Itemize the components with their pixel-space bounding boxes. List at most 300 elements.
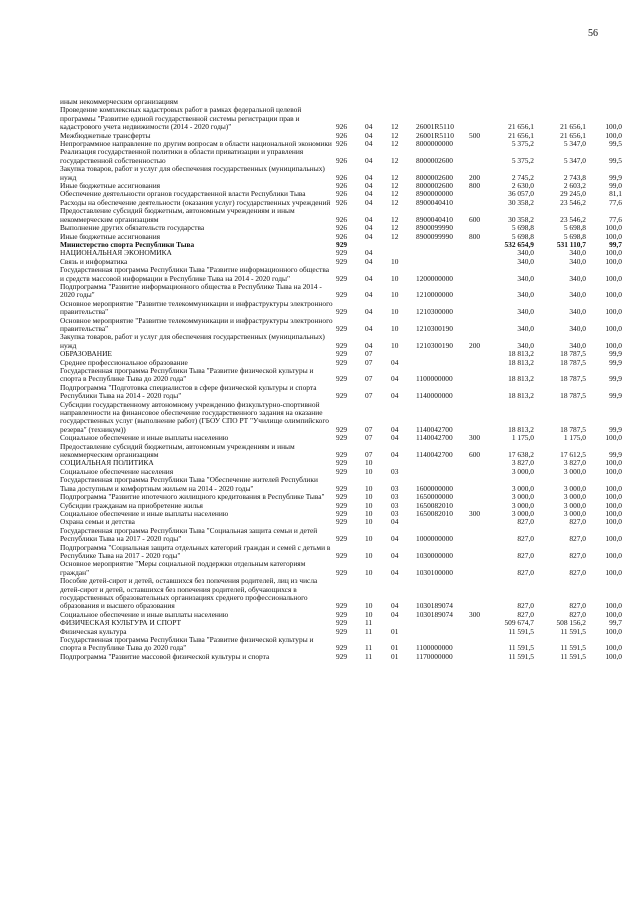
target-article-code: 8900099990 xyxy=(416,231,453,241)
target-article-code: 8900040410 xyxy=(416,214,453,224)
row-name: Субсидии государственному автономному учреждению физкультурно-спортивной направленности на финансовое обеспечение государственного задания на оказание государственных услуг (выполнение работ) (ГБОУ СПО РТ "Училище олимпийского резерва" (техникум)) xyxy=(60,399,329,434)
execution-percent: 100,0 xyxy=(605,231,622,241)
section-code: 10 xyxy=(365,601,373,611)
executed-amount: 508 156,2 xyxy=(556,618,586,628)
section-code: 10 xyxy=(365,609,373,619)
ministry-code: 929 xyxy=(336,567,348,577)
execution-percent: 99,0 xyxy=(609,181,622,191)
execution-percent: 99,5 xyxy=(609,155,622,165)
executed-amount: 827,0 xyxy=(569,609,586,619)
executed-amount: 23 546,2 xyxy=(560,214,586,224)
row-name: Государственная программа Республики Тыва "Обеспечение жителей Республики Тыва доступным и комфортным жильем на 2014 - 2020 годы" xyxy=(60,475,318,493)
ministry-code: 929 xyxy=(336,450,348,460)
subsection-code: 03 xyxy=(391,483,399,493)
execution-percent: 100,0 xyxy=(605,307,622,317)
subsection-code: 12 xyxy=(391,155,399,165)
approved-amount: 5 375,2 xyxy=(511,155,534,165)
table-row xyxy=(60,384,622,401)
row-name: Подпрограмма "Развитие массовой физической культуры и спорта xyxy=(60,651,270,661)
executed-amount: 340,0 xyxy=(569,290,586,300)
executed-amount: 3 000,0 xyxy=(563,500,586,510)
row-name: Подпрограмма "Подготовка специалистов в сфере физической культуры и спорта Республики Тыва на 2014 - 2020 годы" xyxy=(60,382,317,401)
ministry-code: 926 xyxy=(336,172,348,182)
executed-amount: 18 787,5 xyxy=(560,357,586,367)
target-article-code: 1650082010 xyxy=(416,500,453,510)
approved-amount: 11 591,5 xyxy=(508,643,534,653)
ministry-code: 926 xyxy=(336,189,348,199)
approved-amount: 340,0 xyxy=(517,248,534,258)
approved-amount: 36 057,0 xyxy=(508,189,534,199)
target-article-code: 1140042700 xyxy=(416,450,453,460)
row-name: НАЦИОНАЛЬНАЯ ЭКОНОМИКА xyxy=(60,248,172,258)
ministry-code: 929 xyxy=(336,433,348,443)
execution-percent: 100,0 xyxy=(605,534,622,544)
execution-percent: 100,0 xyxy=(605,223,622,233)
subsection-code: 12 xyxy=(391,130,399,140)
executed-amount: 11 591,5 xyxy=(560,651,586,661)
row-name: Предоставление субсидий бюджетным, автономным учреждениям и иным некоммерческим организациям xyxy=(60,441,295,460)
approved-amount: 18 813,2 xyxy=(508,349,534,359)
subsection-code: 01 xyxy=(391,643,399,653)
row-name: Реализация государственной политики в области приватизации и управления государственной собственностью xyxy=(60,147,304,165)
target-article-code: 8900040410 xyxy=(416,197,453,207)
executed-amount: 5 347,0 xyxy=(563,155,586,165)
approved-amount: 532 654,9 xyxy=(504,239,534,249)
row-name: Проведение комплексных кадастровых работ в рамках федеральной целевой программы "Развитие единой государственной системы регистрации прав и кадастрового учета недвижимости (2014 - 2020 годы)" xyxy=(60,105,302,132)
target-article-code: 1210300190 xyxy=(416,323,453,333)
section-code: 10 xyxy=(365,458,373,468)
row-name: Обеспечение деятельности органов государственной власти Республики Тыва xyxy=(60,189,306,199)
ministry-code: 929 xyxy=(336,651,348,661)
executed-amount: 3 000,0 xyxy=(563,508,586,518)
target-article-code: 8000002600 xyxy=(416,181,453,191)
execution-percent: 100,0 xyxy=(605,483,622,493)
executed-amount: 340,0 xyxy=(569,340,586,350)
row-name: Закупка товаров, работ и услуг для обеспечения государственных (муниципальных) нужд xyxy=(60,332,325,350)
row-name: Непрограммное направление по другим вопросам в области национальной экономики xyxy=(60,139,332,149)
subsection-code: 12 xyxy=(391,231,399,241)
section-code: 04 xyxy=(365,248,373,258)
table-row xyxy=(60,560,622,577)
section-code: 10 xyxy=(365,466,373,476)
approved-amount: 340,0 xyxy=(517,340,534,350)
table-row xyxy=(60,300,622,317)
row-name: иным некоммерческим организациям xyxy=(60,97,178,106)
row-name: Субсидии гражданам на приобретение жилья xyxy=(60,500,203,510)
approved-amount: 340,0 xyxy=(517,323,534,333)
table-row xyxy=(60,165,622,182)
section-code: 04 xyxy=(365,273,373,283)
section-code: 04 xyxy=(365,340,373,350)
subsection-code: 10 xyxy=(391,340,399,350)
subsection-code: 03 xyxy=(391,492,399,502)
table-row xyxy=(60,367,622,384)
executed-amount: 11 591,5 xyxy=(560,626,586,636)
executed-amount: 3 000,0 xyxy=(563,492,586,502)
execution-percent: 100,0 xyxy=(605,122,622,132)
row-name: Закупка товаров, работ и услуг для обеспечения государственных (муниципальных) нужд xyxy=(60,164,325,182)
approved-amount: 827,0 xyxy=(517,534,534,544)
execution-percent: 99,7 xyxy=(609,239,622,249)
expense-type-code: 800 xyxy=(469,181,481,191)
expense-type-code: 200 xyxy=(469,340,481,350)
table-row xyxy=(60,476,622,493)
executed-amount: 5 698,8 xyxy=(563,223,586,233)
section-code: 11 xyxy=(365,626,373,636)
execution-percent: 99,9 xyxy=(609,391,622,401)
section-code: 07 xyxy=(365,357,373,367)
execution-percent: 100,0 xyxy=(605,643,622,653)
target-article-code: 8900000000 xyxy=(416,189,453,199)
ministry-code: 929 xyxy=(336,492,348,502)
ministry-code: 929 xyxy=(336,534,348,544)
expense-type-code: 500 xyxy=(469,130,481,140)
expense-type-code: 200 xyxy=(469,172,481,182)
section-code: 07 xyxy=(365,450,373,460)
execution-percent: 100,0 xyxy=(605,500,622,510)
executed-amount: 340,0 xyxy=(569,307,586,317)
approved-amount: 11 591,5 xyxy=(508,626,534,636)
execution-percent: 100,0 xyxy=(605,323,622,333)
row-name: Предоставление субсидий бюджетным, автономным учреждениям и иным некоммерческим организациям xyxy=(60,206,295,224)
ministry-code: 929 xyxy=(336,609,348,619)
executed-amount: 340,0 xyxy=(569,273,586,283)
expense-type-code: 600 xyxy=(469,450,481,460)
target-article-code: 8900099990 xyxy=(416,223,453,233)
row-name: Государственная программа Республики Тыва "Развитие физической культуры и спорта в Республике Тыва до 2020 года" xyxy=(60,366,314,384)
execution-percent: 77,6 xyxy=(609,197,622,207)
ministry-code: 929 xyxy=(336,483,348,493)
row-name: Социальное обеспечение и иные выплаты населению xyxy=(60,508,229,518)
ministry-code: 929 xyxy=(336,601,348,611)
approved-amount: 3 827,0 xyxy=(511,458,534,468)
ministry-code: 926 xyxy=(336,231,348,241)
row-name: Подпрограмма "Развитие ипотечного жилищного кредитования в Республике Тыва" xyxy=(60,492,325,502)
ministry-code: 929 xyxy=(336,374,348,384)
section-code: 07 xyxy=(365,349,373,359)
target-article-code: 26001R5110 xyxy=(416,130,454,140)
executed-amount: 827,0 xyxy=(569,534,586,544)
target-article-code: 1210300190 xyxy=(416,340,453,350)
subsection-code: 12 xyxy=(391,197,399,207)
target-article-code: 1200000000 xyxy=(416,273,453,283)
subsection-code: 04 xyxy=(391,534,399,544)
subsection-code: 01 xyxy=(391,651,399,661)
executed-amount: 827,0 xyxy=(569,550,586,560)
row-name: Социальное обеспечение населения xyxy=(60,466,174,476)
section-code: 11 xyxy=(365,643,373,653)
section-code: 10 xyxy=(365,517,373,527)
section-code: 07 xyxy=(365,424,373,434)
execution-percent: 81,1 xyxy=(609,189,622,199)
row-name: Основное мероприятие "Развитие телекоммуникации и инфраструктуры электронного правительства" xyxy=(60,315,333,333)
row-name: ОБРАЗОВАНИЕ xyxy=(60,349,112,359)
ministry-code: 929 xyxy=(336,307,348,317)
execution-percent: 99,9 xyxy=(609,374,622,384)
section-code: 10 xyxy=(365,483,373,493)
budget-table xyxy=(60,98,622,661)
approved-amount: 11 591,5 xyxy=(508,651,534,661)
execution-percent: 100,0 xyxy=(605,517,622,527)
row-name: Пособие детей-сирот и детей, оставшихся без попечения родителей, лиц из числа детей-сирот и детей, оставшихся без попечения родителей, обучающихся в государственных образовательных организациях среднего профессионального образования и высшего образования xyxy=(60,576,318,611)
ministry-code: 929 xyxy=(336,508,348,518)
row-name: Межбюджетные трансферты xyxy=(60,130,151,140)
approved-amount: 30 358,2 xyxy=(508,214,534,224)
section-code: 04 xyxy=(365,172,373,182)
table-row xyxy=(60,527,622,544)
executed-amount: 21 656,1 xyxy=(560,130,586,140)
row-name: Основное мероприятие "Развитие телекоммуникации и инфраструктуры электронного правительства" xyxy=(60,298,333,317)
approved-amount: 509 674,7 xyxy=(504,618,534,628)
section-code: 04 xyxy=(365,214,373,224)
table-row xyxy=(60,106,622,131)
subsection-code: 04 xyxy=(391,601,399,611)
subsection-code: 04 xyxy=(391,391,399,401)
target-article-code: 1140000000 xyxy=(416,391,453,401)
section-code: 04 xyxy=(365,223,373,233)
execution-percent: 100,0 xyxy=(605,130,622,140)
subsection-code: 12 xyxy=(391,172,399,182)
approved-amount: 827,0 xyxy=(517,609,534,619)
row-name: СОЦИАЛЬНАЯ ПОЛИТИКА xyxy=(60,458,154,468)
target-article-code: 1100000000 xyxy=(416,374,453,384)
table-row xyxy=(60,207,622,224)
ministry-code: 929 xyxy=(336,340,348,350)
approved-amount: 340,0 xyxy=(517,256,534,266)
approved-amount: 827,0 xyxy=(517,567,534,577)
target-article-code: 1030000000 xyxy=(416,550,453,560)
row-name: Министерство спорта Республики Тыва xyxy=(60,239,195,249)
row-name: Иные бюджетные ассигнования xyxy=(60,181,161,191)
approved-amount: 3 000,0 xyxy=(511,500,534,510)
page-number: 56 xyxy=(588,28,598,39)
target-article-code: 8000002600 xyxy=(416,172,453,182)
row-name: Государственная программа Республики Тыва "Социальная защита семьи и детей Республики Тыва на 2017 - 2020 годы" xyxy=(60,525,318,544)
approved-amount: 18 813,2 xyxy=(508,424,534,434)
table-row xyxy=(60,577,622,611)
ministry-code: 926 xyxy=(336,181,348,191)
ministry-code: 929 xyxy=(336,391,348,401)
execution-percent: 100,0 xyxy=(605,256,622,266)
subsection-code: 04 xyxy=(391,433,399,443)
approved-amount: 3 000,0 xyxy=(511,492,534,502)
section-code: 04 xyxy=(365,181,373,191)
ministry-code: 929 xyxy=(336,643,348,653)
table-row xyxy=(60,283,622,300)
table-row xyxy=(60,266,622,283)
ministry-code: 926 xyxy=(336,139,348,149)
row-name: Охрана семьи и детства xyxy=(60,517,135,527)
ministry-code: 926 xyxy=(336,197,348,207)
executed-amount: 18 787,5 xyxy=(560,424,586,434)
section-code: 04 xyxy=(365,323,373,333)
ministry-code: 926 xyxy=(336,223,348,233)
section-code: 07 xyxy=(365,374,373,384)
execution-percent: 100,0 xyxy=(605,609,622,619)
executed-amount: 11 591,5 xyxy=(560,643,586,653)
approved-amount: 3 000,0 xyxy=(511,466,534,476)
ministry-code: 926 xyxy=(336,214,348,224)
target-article-code: 1600000000 xyxy=(416,483,453,493)
executed-amount: 2 743,8 xyxy=(563,172,586,182)
execution-percent: 100,0 xyxy=(605,651,622,661)
target-article-code: 1000000000 xyxy=(416,534,453,544)
executed-amount: 531 110,7 xyxy=(556,239,586,249)
target-article-code: 1030189074 xyxy=(416,601,453,611)
row-name: Расходы на обеспечение деятельности (оказания услуг) государственных учреждений xyxy=(60,197,331,207)
subsection-code: 03 xyxy=(391,466,399,476)
approved-amount: 21 656,1 xyxy=(508,122,534,132)
execution-percent: 99,9 xyxy=(609,172,622,182)
ministry-code: 926 xyxy=(336,155,348,165)
execution-percent: 99,9 xyxy=(609,357,622,367)
approved-amount: 827,0 xyxy=(517,601,534,611)
executed-amount: 3 827,0 xyxy=(563,458,586,468)
approved-amount: 5 698,8 xyxy=(511,223,534,233)
subsection-code: 04 xyxy=(391,450,399,460)
target-article-code: 1140042700 xyxy=(416,424,453,434)
executed-amount: 17 612,5 xyxy=(560,450,586,460)
subsection-code: 03 xyxy=(391,500,399,510)
section-code: 04 xyxy=(365,189,373,199)
row-name: Социальное обеспечение и иные выплаты населению xyxy=(60,433,229,443)
subsection-code: 04 xyxy=(391,424,399,434)
row-name: Социальное обеспечение и иные выплаты населению xyxy=(60,609,229,619)
section-code: 07 xyxy=(365,433,373,443)
subsection-code: 12 xyxy=(391,214,399,224)
approved-amount: 340,0 xyxy=(517,290,534,300)
execution-percent: 77,6 xyxy=(609,214,622,224)
section-code: 04 xyxy=(365,231,373,241)
ministry-code: 929 xyxy=(336,550,348,560)
execution-percent: 100,0 xyxy=(605,340,622,350)
executed-amount: 3 000,0 xyxy=(563,483,586,493)
executed-amount: 23 546,2 xyxy=(560,197,586,207)
table-row xyxy=(60,317,622,334)
target-article-code: 1650000000 xyxy=(416,492,453,502)
section-code: 04 xyxy=(365,197,373,207)
approved-amount: 1 175,0 xyxy=(511,433,534,443)
table-row xyxy=(60,333,622,350)
subsection-code: 10 xyxy=(391,323,399,333)
table-row xyxy=(60,401,622,435)
approved-amount: 5 375,2 xyxy=(511,139,534,149)
ministry-code: 929 xyxy=(336,517,348,527)
ministry-code: 929 xyxy=(336,256,348,266)
execution-percent: 100,0 xyxy=(605,567,622,577)
subsection-code: 12 xyxy=(391,122,399,132)
section-code: 04 xyxy=(365,290,373,300)
ministry-code: 929 xyxy=(336,357,348,367)
row-name: Связь и информатика xyxy=(60,256,128,266)
row-name: Основное мероприятие "Меры социальной поддержки отдельным категориям граждан" xyxy=(60,559,306,577)
target-article-code: 1100000000 xyxy=(416,643,453,653)
approved-amount: 2 745,2 xyxy=(511,172,534,182)
execution-percent: 100,0 xyxy=(605,626,622,636)
execution-percent: 100,0 xyxy=(605,601,622,611)
section-code: 04 xyxy=(365,256,373,266)
approved-amount: 18 813,2 xyxy=(508,374,534,384)
row-name: ФИЗИЧЕСКАЯ КУЛЬТУРА И СПОРТ xyxy=(60,618,181,628)
ministry-code: 929 xyxy=(336,626,348,636)
row-name: Среднее профессиональное образование xyxy=(60,357,188,367)
section-code: 10 xyxy=(365,534,373,544)
execution-percent: 100,0 xyxy=(605,492,622,502)
table-row xyxy=(60,443,622,460)
subsection-code: 12 xyxy=(391,139,399,149)
ministry-code: 929 xyxy=(336,349,348,359)
ministry-code: 929 xyxy=(336,618,348,628)
subsection-code: 10 xyxy=(391,290,399,300)
execution-percent: 100,0 xyxy=(605,433,622,443)
approved-amount: 2 630,0 xyxy=(511,181,534,191)
executed-amount: 340,0 xyxy=(569,256,586,266)
section-code: 07 xyxy=(365,391,373,401)
section-code: 04 xyxy=(365,130,373,140)
target-article-code: 26001R5110 xyxy=(416,122,454,132)
subsection-code: 10 xyxy=(391,307,399,317)
execution-percent: 100,0 xyxy=(605,248,622,258)
ministry-code: 929 xyxy=(336,424,348,434)
subsection-code: 04 xyxy=(391,374,399,384)
subsection-code: 04 xyxy=(391,517,399,527)
expense-type-code: 300 xyxy=(469,433,481,443)
target-article-code: 1140042700 xyxy=(416,433,453,443)
executed-amount: 3 000,0 xyxy=(563,466,586,476)
target-article-code: 1650082010 xyxy=(416,508,453,518)
expense-type-code: 800 xyxy=(469,231,481,241)
executed-amount: 18 787,5 xyxy=(560,391,586,401)
executed-amount: 29 245,0 xyxy=(560,189,586,199)
execution-percent: 99,9 xyxy=(609,450,622,460)
execution-percent: 100,0 xyxy=(605,273,622,283)
section-code: 10 xyxy=(365,500,373,510)
executed-amount: 21 656,1 xyxy=(560,122,586,132)
approved-amount: 18 813,2 xyxy=(508,391,534,401)
target-article-code: 1210000000 xyxy=(416,290,453,300)
ministry-code: 929 xyxy=(336,273,348,283)
expense-type-code: 300 xyxy=(469,508,481,518)
expense-type-code: 300 xyxy=(469,609,481,619)
section-code: 04 xyxy=(365,122,373,132)
executed-amount: 827,0 xyxy=(569,517,586,527)
ministry-code: 929 xyxy=(336,239,348,249)
target-article-code: 8000002600 xyxy=(416,155,453,165)
subsection-code: 04 xyxy=(391,550,399,560)
executed-amount: 1 175,0 xyxy=(563,433,586,443)
row-name: Выполнение других обязательств государства xyxy=(60,223,205,233)
section-code: 10 xyxy=(365,492,373,502)
ministry-code: 929 xyxy=(336,458,348,468)
row-name: Подпрограмма "Развитие информационного общества в Республике Тыва на 2014 - 2020 годы" xyxy=(60,281,322,300)
table-row xyxy=(60,148,622,165)
ministry-code: 929 xyxy=(336,500,348,510)
executed-amount: 2 603,2 xyxy=(563,181,586,191)
target-article-code: 1210300000 xyxy=(416,307,453,317)
execution-percent: 100,0 xyxy=(605,508,622,518)
executed-amount: 340,0 xyxy=(569,323,586,333)
subsection-code: 03 xyxy=(391,508,399,518)
approved-amount: 3 000,0 xyxy=(511,508,534,518)
execution-percent: 99,7 xyxy=(609,618,622,628)
row-name: Физическая культура xyxy=(60,626,127,636)
target-article-code: 1030189074 xyxy=(416,609,453,619)
executed-amount: 18 787,5 xyxy=(560,349,586,359)
executed-amount: 5 347,0 xyxy=(563,139,586,149)
expense-type-code: 600 xyxy=(469,214,481,224)
execution-percent: 99,9 xyxy=(609,424,622,434)
section-code: 04 xyxy=(365,139,373,149)
